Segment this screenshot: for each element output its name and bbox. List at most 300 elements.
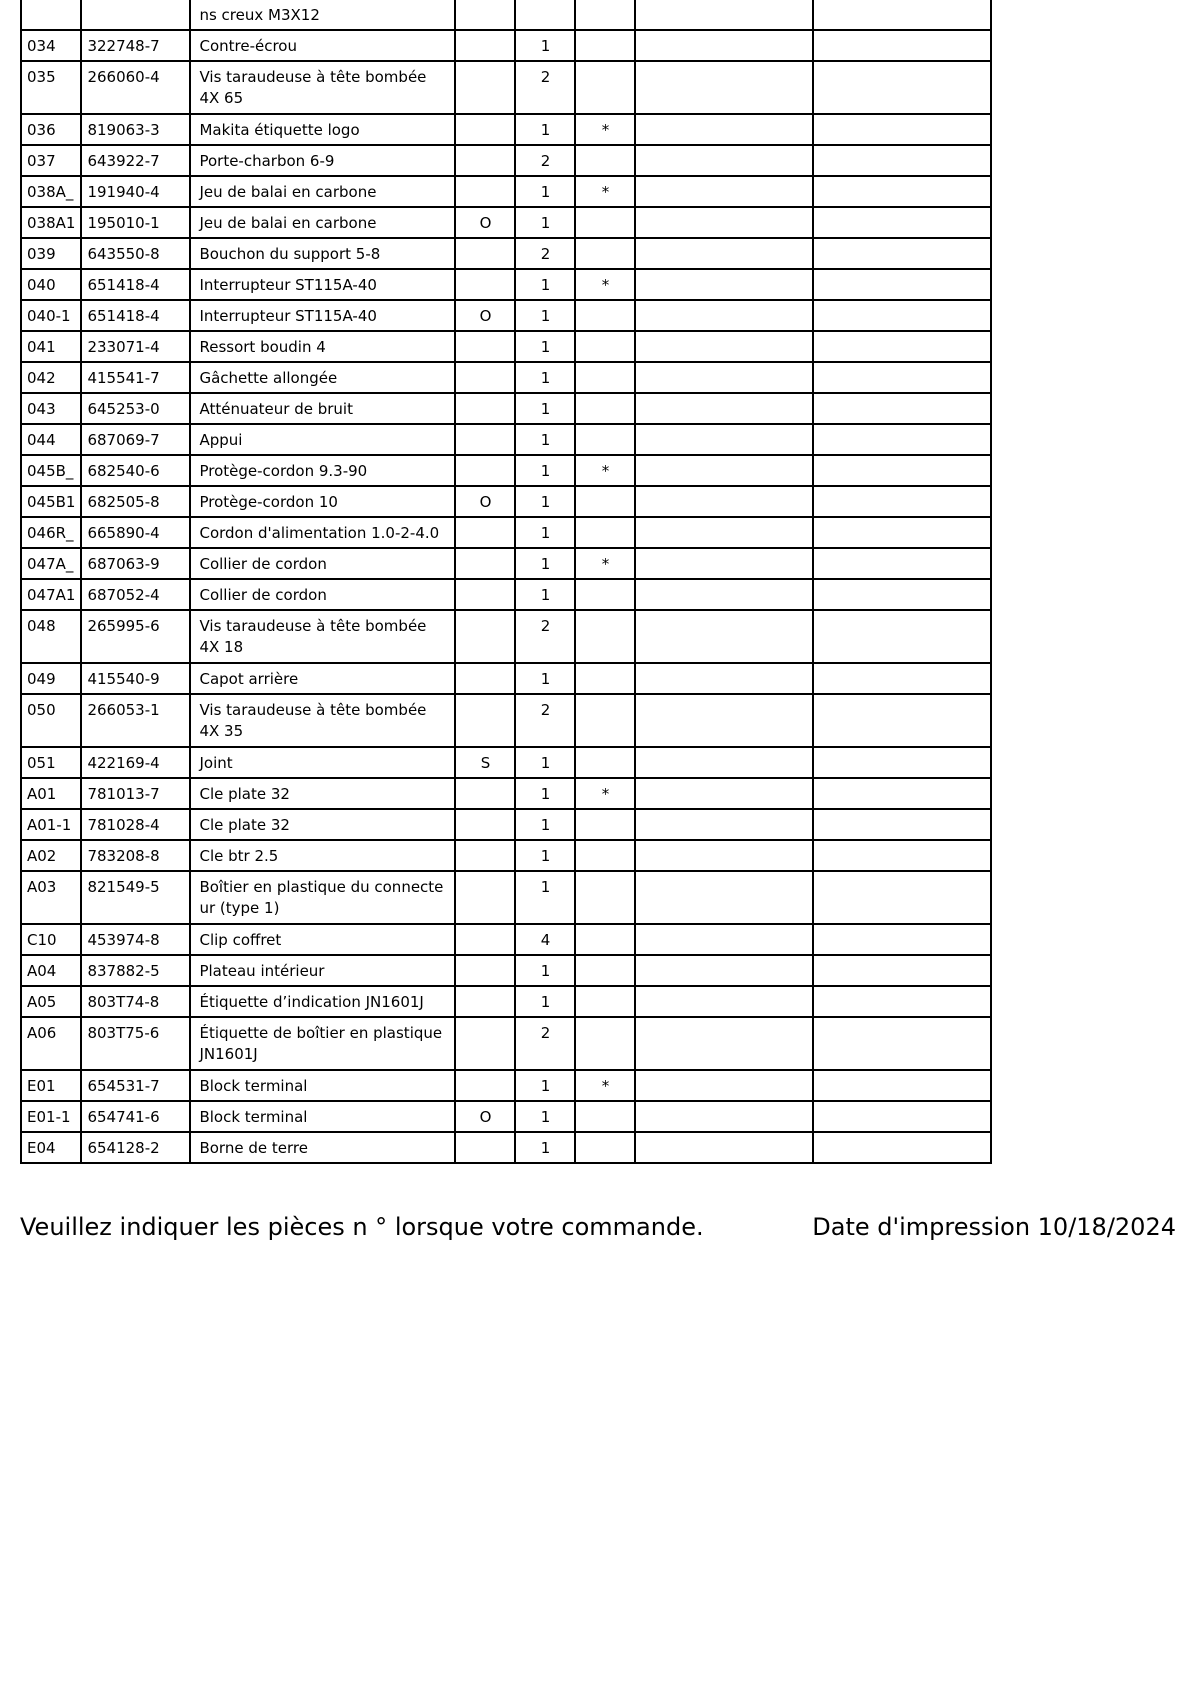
note-cell <box>455 871 515 924</box>
note-cell <box>455 61 515 114</box>
empty-cell <box>813 610 991 663</box>
quantity-cell: 1 <box>515 517 575 548</box>
table-row <box>21 0 991 30</box>
table-row <box>21 424 991 455</box>
description-cell: Bouchon du support 5-8 <box>190 238 455 269</box>
table-row <box>21 778 991 809</box>
parts-table-body <box>21 0 991 1163</box>
item-code-cell: A01-1 <box>21 809 81 840</box>
marker-cell: * <box>575 269 635 300</box>
empty-cell <box>635 238 813 269</box>
item-code-cell: A05 <box>21 986 81 1017</box>
item-code-cell: A06 <box>21 1017 81 1070</box>
description-cell: Clip coffret <box>190 924 455 955</box>
empty-cell <box>635 486 813 517</box>
description-cell: Block terminal <box>190 1101 455 1132</box>
print-date: Date d'impression 10/18/2024 <box>812 1213 1176 1241</box>
description-cell: Interrupteur ST115A-40 <box>190 269 455 300</box>
part-number-cell: 682540-6 <box>81 455 190 486</box>
description-cell: Makita étiquette logo <box>190 114 455 145</box>
item-code-cell: A02 <box>21 840 81 871</box>
table-row <box>21 393 991 424</box>
table-row <box>21 145 991 176</box>
part-number-cell: 819063-3 <box>81 114 190 145</box>
empty-cell <box>813 393 991 424</box>
marker-cell: * <box>575 548 635 579</box>
item-code-cell: 036 <box>21 114 81 145</box>
part-number-cell: 265995-6 <box>81 610 190 663</box>
quantity-cell: 1 <box>515 269 575 300</box>
empty-cell <box>813 517 991 548</box>
empty-cell <box>635 61 813 114</box>
item-code-cell: 049 <box>21 663 81 694</box>
note-cell <box>455 924 515 955</box>
part-number-cell: 654531-7 <box>81 1070 190 1101</box>
marker-cell <box>575 238 635 269</box>
note-cell <box>455 1132 515 1163</box>
part-number-cell: 453974-8 <box>81 924 190 955</box>
marker-cell <box>575 809 635 840</box>
marker-cell <box>575 955 635 986</box>
description-cell: Vis taraudeuse à tête bombée 4X 18 <box>190 610 455 663</box>
empty-cell <box>813 0 991 30</box>
note-cell <box>455 548 515 579</box>
note-cell <box>455 694 515 747</box>
part-number-cell: 781028-4 <box>81 809 190 840</box>
empty-cell <box>635 393 813 424</box>
marker-cell: * <box>575 778 635 809</box>
part-number-cell: 322748-7 <box>81 30 190 61</box>
table-row <box>21 455 991 486</box>
marker-cell <box>575 986 635 1017</box>
empty-cell <box>813 955 991 986</box>
item-code-cell: 040 <box>21 269 81 300</box>
empty-cell <box>635 0 813 30</box>
quantity-cell: 2 <box>515 145 575 176</box>
empty-cell <box>813 1101 991 1132</box>
empty-cell <box>813 871 991 924</box>
quantity-cell: 1 <box>515 176 575 207</box>
table-row <box>21 1070 991 1101</box>
quantity-cell: 1 <box>515 747 575 778</box>
part-number-cell: 803T75-6 <box>81 1017 190 1070</box>
table-row <box>21 579 991 610</box>
description-cell: Appui <box>190 424 455 455</box>
quantity-cell: 1 <box>515 955 575 986</box>
empty-cell <box>635 1070 813 1101</box>
description-cell: Vis taraudeuse à tête bombée 4X 35 <box>190 694 455 747</box>
description-cell: Ressort boudin 4 <box>190 331 455 362</box>
empty-cell <box>635 778 813 809</box>
note-cell <box>455 610 515 663</box>
empty-cell <box>635 362 813 393</box>
description-cell: Vis taraudeuse à tête bombée 4X 65 <box>190 61 455 114</box>
part-number-cell: 195010-1 <box>81 207 190 238</box>
description-cell: Plateau intérieur <box>190 955 455 986</box>
quantity-cell: 2 <box>515 238 575 269</box>
item-code-cell: A04 <box>21 955 81 986</box>
description-cell: Borne de terre <box>190 1132 455 1163</box>
quantity-cell: 1 <box>515 663 575 694</box>
marker-cell: * <box>575 176 635 207</box>
empty-cell <box>813 362 991 393</box>
empty-cell <box>813 1017 991 1070</box>
part-number-cell: 266053-1 <box>81 694 190 747</box>
part-number-cell: 654741-6 <box>81 1101 190 1132</box>
marker-cell <box>575 1101 635 1132</box>
item-code-cell: 047A1 <box>21 579 81 610</box>
quantity-cell: 2 <box>515 694 575 747</box>
quantity-cell: 2 <box>515 1017 575 1070</box>
part-number-cell: 803T74-8 <box>81 986 190 1017</box>
empty-cell <box>635 610 813 663</box>
marker-cell <box>575 393 635 424</box>
description-cell: Cle plate 32 <box>190 809 455 840</box>
part-number-cell: 415541-7 <box>81 362 190 393</box>
item-code-cell: 041 <box>21 331 81 362</box>
description-cell: Étiquette de boîtier en plastique JN1601J <box>190 1017 455 1070</box>
quantity-cell: 1 <box>515 455 575 486</box>
quantity-cell: 1 <box>515 579 575 610</box>
item-code-cell: A01 <box>21 778 81 809</box>
marker-cell <box>575 840 635 871</box>
empty-cell <box>813 579 991 610</box>
note-cell: O <box>455 1101 515 1132</box>
note-cell <box>455 424 515 455</box>
quantity-cell: 1 <box>515 331 575 362</box>
empty-cell <box>635 176 813 207</box>
empty-cell <box>813 840 991 871</box>
note-cell: O <box>455 207 515 238</box>
note-cell <box>455 238 515 269</box>
marker-cell <box>575 145 635 176</box>
part-number-cell: 645253-0 <box>81 393 190 424</box>
empty-cell <box>635 809 813 840</box>
item-code-cell: A03 <box>21 871 81 924</box>
quantity-cell: 1 <box>515 114 575 145</box>
table-row <box>21 238 991 269</box>
description-cell: Jeu de balai en carbone <box>190 207 455 238</box>
item-code-cell: 039 <box>21 238 81 269</box>
description-cell: Contre-écrou <box>190 30 455 61</box>
quantity-cell: 1 <box>515 486 575 517</box>
description-cell: Boîtier en plastique du connecte ur (type 1) <box>190 871 455 924</box>
item-code-cell: 047A_ <box>21 548 81 579</box>
description-cell: Jeu de balai en carbone <box>190 176 455 207</box>
empty-cell <box>635 694 813 747</box>
description-cell: Protège-cordon 10 <box>190 486 455 517</box>
note-cell <box>455 362 515 393</box>
marker-cell <box>575 61 635 114</box>
empty-cell <box>813 424 991 455</box>
part-number-cell: 783208-8 <box>81 840 190 871</box>
marker-cell <box>575 694 635 747</box>
part-number-cell: 781013-7 <box>81 778 190 809</box>
empty-cell <box>813 809 991 840</box>
part-number-cell: 415540-9 <box>81 663 190 694</box>
quantity-cell: 1 <box>515 30 575 61</box>
table-row <box>21 1132 991 1163</box>
note-cell <box>455 986 515 1017</box>
marker-cell <box>575 610 635 663</box>
description-cell: Cle btr 2.5 <box>190 840 455 871</box>
part-number-cell: 687069-7 <box>81 424 190 455</box>
item-code-cell: 035 <box>21 61 81 114</box>
item-code-cell: E01-1 <box>21 1101 81 1132</box>
part-number-cell: 687052-4 <box>81 579 190 610</box>
quantity-cell: 1 <box>515 840 575 871</box>
empty-cell <box>813 455 991 486</box>
table-row <box>21 663 991 694</box>
note-cell <box>455 0 515 30</box>
table-row <box>21 809 991 840</box>
description-cell: Gâchette allongée <box>190 362 455 393</box>
empty-cell <box>635 145 813 176</box>
part-number-cell: 682505-8 <box>81 486 190 517</box>
quantity-cell: 2 <box>515 610 575 663</box>
item-code-cell: 045B1 <box>21 486 81 517</box>
item-code-cell: 043 <box>21 393 81 424</box>
empty-cell <box>813 778 991 809</box>
item-code-cell: E04 <box>21 1132 81 1163</box>
part-number-cell: 687063-9 <box>81 548 190 579</box>
marker-cell <box>575 0 635 30</box>
empty-cell <box>813 986 991 1017</box>
empty-cell <box>635 300 813 331</box>
note-cell <box>455 331 515 362</box>
description-cell: Collier de cordon <box>190 548 455 579</box>
empty-cell <box>635 840 813 871</box>
note-cell <box>455 145 515 176</box>
empty-cell <box>635 207 813 238</box>
item-code-cell: C10 <box>21 924 81 955</box>
quantity-cell: 1 <box>515 809 575 840</box>
part-number-cell <box>81 0 190 30</box>
empty-cell <box>813 1070 991 1101</box>
table-row <box>21 517 991 548</box>
empty-cell <box>813 548 991 579</box>
table-row <box>21 747 991 778</box>
table-row <box>21 61 991 114</box>
item-code-cell: 037 <box>21 145 81 176</box>
note-cell <box>455 579 515 610</box>
note-cell <box>455 455 515 486</box>
description-cell: Collier de cordon <box>190 579 455 610</box>
item-code-cell: 044 <box>21 424 81 455</box>
note-cell: S <box>455 747 515 778</box>
table-row <box>21 331 991 362</box>
item-code-cell: 042 <box>21 362 81 393</box>
note-cell: O <box>455 486 515 517</box>
part-number-cell: 651418-4 <box>81 300 190 331</box>
marker-cell: * <box>575 455 635 486</box>
table-row <box>21 207 991 238</box>
quantity-cell: 1 <box>515 1101 575 1132</box>
description-cell: Joint <box>190 747 455 778</box>
marker-cell <box>575 1017 635 1070</box>
empty-cell <box>635 1132 813 1163</box>
part-number-cell: 643550-8 <box>81 238 190 269</box>
empty-cell <box>813 694 991 747</box>
quantity-cell: 1 <box>515 362 575 393</box>
table-row <box>21 486 991 517</box>
empty-cell <box>635 579 813 610</box>
marker-cell <box>575 924 635 955</box>
description-cell: ns creux M3X12 <box>190 0 455 30</box>
marker-cell <box>575 517 635 548</box>
item-code-cell: 038A1 <box>21 207 81 238</box>
empty-cell <box>635 424 813 455</box>
item-code-cell: E01 <box>21 1070 81 1101</box>
part-number-cell: 191940-4 <box>81 176 190 207</box>
empty-cell <box>813 486 991 517</box>
empty-cell <box>635 114 813 145</box>
quantity-cell: 4 <box>515 924 575 955</box>
empty-cell <box>635 548 813 579</box>
quantity-cell: 1 <box>515 986 575 1017</box>
table-row <box>21 871 991 924</box>
order-instruction-note: Veuillez indiquer les pièces n ° lorsque votre commande. <box>20 1213 704 1241</box>
empty-cell <box>813 114 991 145</box>
note-cell <box>455 955 515 986</box>
part-number-cell: 233071-4 <box>81 331 190 362</box>
empty-cell <box>635 747 813 778</box>
marker-cell <box>575 579 635 610</box>
empty-cell <box>813 207 991 238</box>
table-row <box>21 1101 991 1132</box>
empty-cell <box>813 331 991 362</box>
part-number-cell: 821549-5 <box>81 871 190 924</box>
marker-cell <box>575 663 635 694</box>
part-number-cell: 837882-5 <box>81 955 190 986</box>
description-cell: Block terminal <box>190 1070 455 1101</box>
quantity-cell: 1 <box>515 1132 575 1163</box>
empty-cell <box>813 238 991 269</box>
quantity-cell: 1 <box>515 300 575 331</box>
empty-cell <box>635 455 813 486</box>
empty-cell <box>813 747 991 778</box>
marker-cell: * <box>575 114 635 145</box>
marker-cell <box>575 1132 635 1163</box>
quantity-cell: 1 <box>515 1070 575 1101</box>
quantity-cell: 1 <box>515 871 575 924</box>
marker-cell <box>575 362 635 393</box>
table-row <box>21 176 991 207</box>
quantity-cell: 2 <box>515 61 575 114</box>
item-code-cell: 050 <box>21 694 81 747</box>
note-cell <box>455 269 515 300</box>
note-cell: O <box>455 300 515 331</box>
empty-cell <box>635 871 813 924</box>
part-number-cell: 654128-2 <box>81 1132 190 1163</box>
note-cell <box>455 393 515 424</box>
empty-cell <box>635 30 813 61</box>
note-cell <box>455 114 515 145</box>
part-number-cell: 665890-4 <box>81 517 190 548</box>
empty-cell <box>813 145 991 176</box>
item-code-cell: 046R_ <box>21 517 81 548</box>
table-row <box>21 610 991 663</box>
item-code-cell <box>21 0 81 30</box>
description-cell: Interrupteur ST115A-40 <box>190 300 455 331</box>
table-row <box>21 840 991 871</box>
marker-cell <box>575 331 635 362</box>
note-cell <box>455 517 515 548</box>
note-cell <box>455 840 515 871</box>
empty-cell <box>635 269 813 300</box>
description-cell: Capot arrière <box>190 663 455 694</box>
note-cell <box>455 809 515 840</box>
quantity-cell: 1 <box>515 778 575 809</box>
table-row <box>21 1017 991 1070</box>
item-code-cell: 038A_ <box>21 176 81 207</box>
description-cell: Atténuateur de bruit <box>190 393 455 424</box>
empty-cell <box>635 331 813 362</box>
description-cell: Cle plate 32 <box>190 778 455 809</box>
description-cell: Étiquette d’indication JN1601J <box>190 986 455 1017</box>
note-cell <box>455 1070 515 1101</box>
quantity-cell: 1 <box>515 207 575 238</box>
table-row <box>21 955 991 986</box>
empty-cell <box>813 663 991 694</box>
table-row <box>21 269 991 300</box>
part-number-cell: 266060-4 <box>81 61 190 114</box>
note-cell <box>455 176 515 207</box>
note-cell <box>455 778 515 809</box>
item-code-cell: 051 <box>21 747 81 778</box>
item-code-cell: 040-1 <box>21 300 81 331</box>
empty-cell <box>635 986 813 1017</box>
part-number-cell: 422169-4 <box>81 747 190 778</box>
table-row <box>21 924 991 955</box>
table-row <box>21 300 991 331</box>
marker-cell <box>575 424 635 455</box>
empty-cell <box>635 924 813 955</box>
parts-table <box>20 0 992 1164</box>
marker-cell: * <box>575 1070 635 1101</box>
empty-cell <box>813 300 991 331</box>
description-cell: Cordon d'alimentation 1.0-2-4.0 <box>190 517 455 548</box>
quantity-cell: 1 <box>515 393 575 424</box>
empty-cell <box>813 176 991 207</box>
table-row <box>21 362 991 393</box>
part-number-cell: 651418-4 <box>81 269 190 300</box>
item-code-cell: 034 <box>21 30 81 61</box>
marker-cell <box>575 486 635 517</box>
quantity-cell <box>515 0 575 30</box>
item-code-cell: 048 <box>21 610 81 663</box>
description-cell: Porte-charbon 6-9 <box>190 145 455 176</box>
table-row <box>21 986 991 1017</box>
empty-cell <box>635 517 813 548</box>
empty-cell <box>813 1132 991 1163</box>
empty-cell <box>813 30 991 61</box>
part-number-cell: 643922-7 <box>81 145 190 176</box>
item-code-cell: 045B_ <box>21 455 81 486</box>
description-cell: Protège-cordon 9.3-90 <box>190 455 455 486</box>
marker-cell <box>575 207 635 238</box>
empty-cell <box>635 955 813 986</box>
note-cell <box>455 663 515 694</box>
marker-cell <box>575 871 635 924</box>
table-row <box>21 114 991 145</box>
empty-cell <box>813 61 991 114</box>
marker-cell <box>575 300 635 331</box>
empty-cell <box>813 269 991 300</box>
marker-cell <box>575 747 635 778</box>
quantity-cell: 1 <box>515 424 575 455</box>
quantity-cell: 1 <box>515 548 575 579</box>
